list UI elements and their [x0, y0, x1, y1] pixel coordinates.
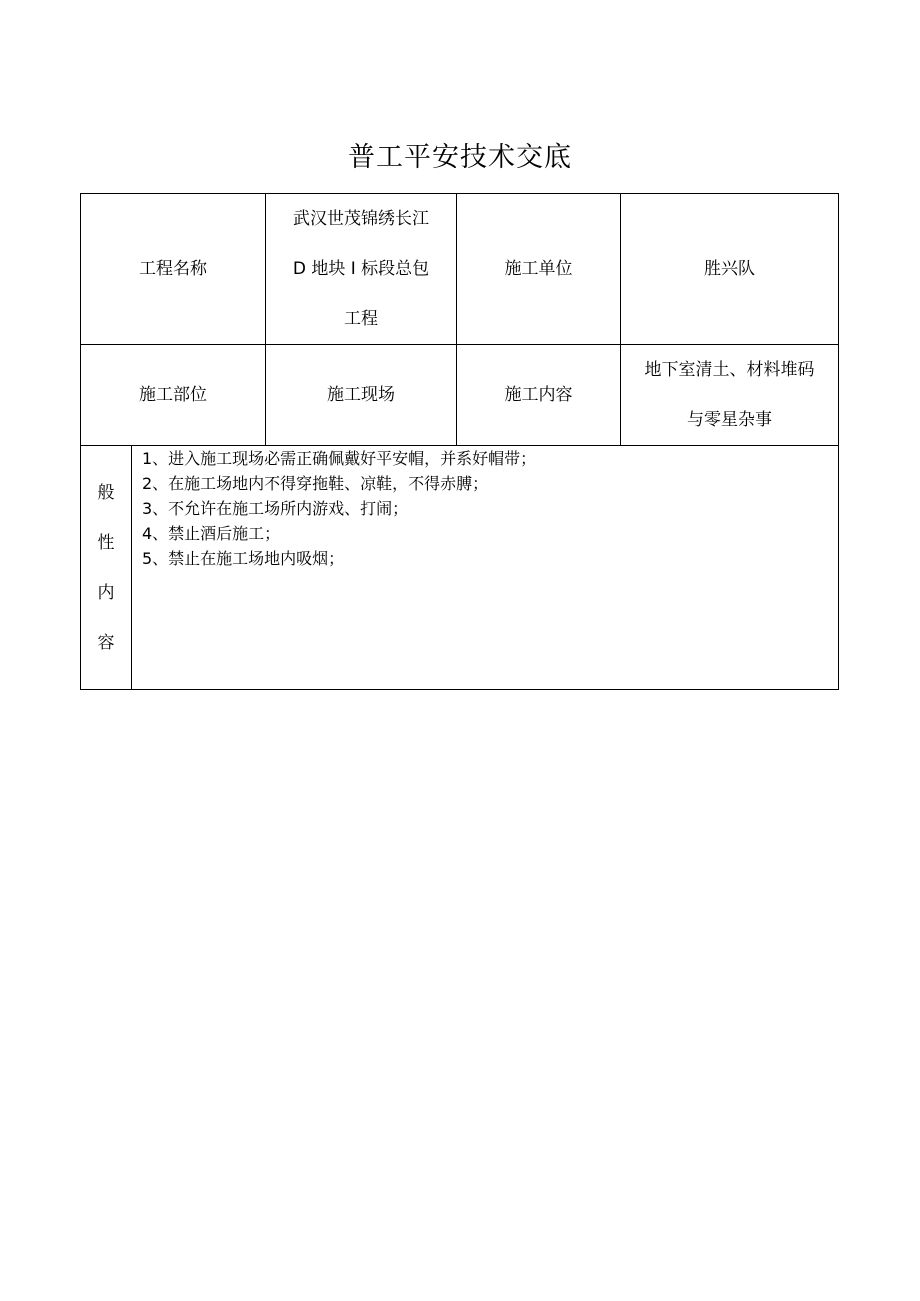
label-char: 性 [97, 532, 115, 553]
disclosure-table [80, 193, 839, 690]
project-name-value [266, 194, 457, 345]
content-line: 地下室清土、材料堆码 [644, 360, 815, 380]
construction-unit-value: 胜兴队 [621, 194, 839, 345]
label-char: 容 [97, 632, 115, 653]
safety-rules [132, 446, 839, 690]
construction-content-label: 施工内容 [457, 345, 621, 446]
general-content-row [81, 446, 839, 690]
project-row [81, 194, 839, 345]
general-content-label [81, 446, 132, 690]
project-name-line: D 地块 I 标段总包 [292, 259, 430, 279]
rule-item: 2、在施工场地内不得穿拖鞋、凉鞋，不得赤膊； [142, 474, 489, 493]
location-row [81, 345, 839, 446]
construction-location-value: 施工现场 [266, 345, 457, 446]
construction-location-label: 施工部位 [81, 345, 266, 446]
rule-item: 1、进入施工现场必需正确佩戴好平安帽，并系好帽带； [142, 449, 537, 468]
construction-unit-label: 施工单位 [457, 194, 621, 345]
project-name-line: 武汉世茂锦绣长江 [293, 209, 429, 229]
label-char: 内 [97, 582, 115, 603]
label-char: 般 [97, 482, 115, 503]
rule-item: 5、禁止在施工场地内吸烟； [142, 549, 345, 568]
construction-content-value [621, 345, 839, 446]
rule-item: 3、不允许在施工场所内游戏、打闹； [142, 499, 409, 518]
project-name-label: 工程名称 [81, 194, 266, 345]
content-line: 与零星杂事 [687, 410, 772, 430]
rule-item: 4、禁止酒后施工； [142, 524, 281, 543]
project-name-line: 工程 [344, 309, 378, 329]
document-title: 普工平安技术交底 [348, 142, 572, 173]
